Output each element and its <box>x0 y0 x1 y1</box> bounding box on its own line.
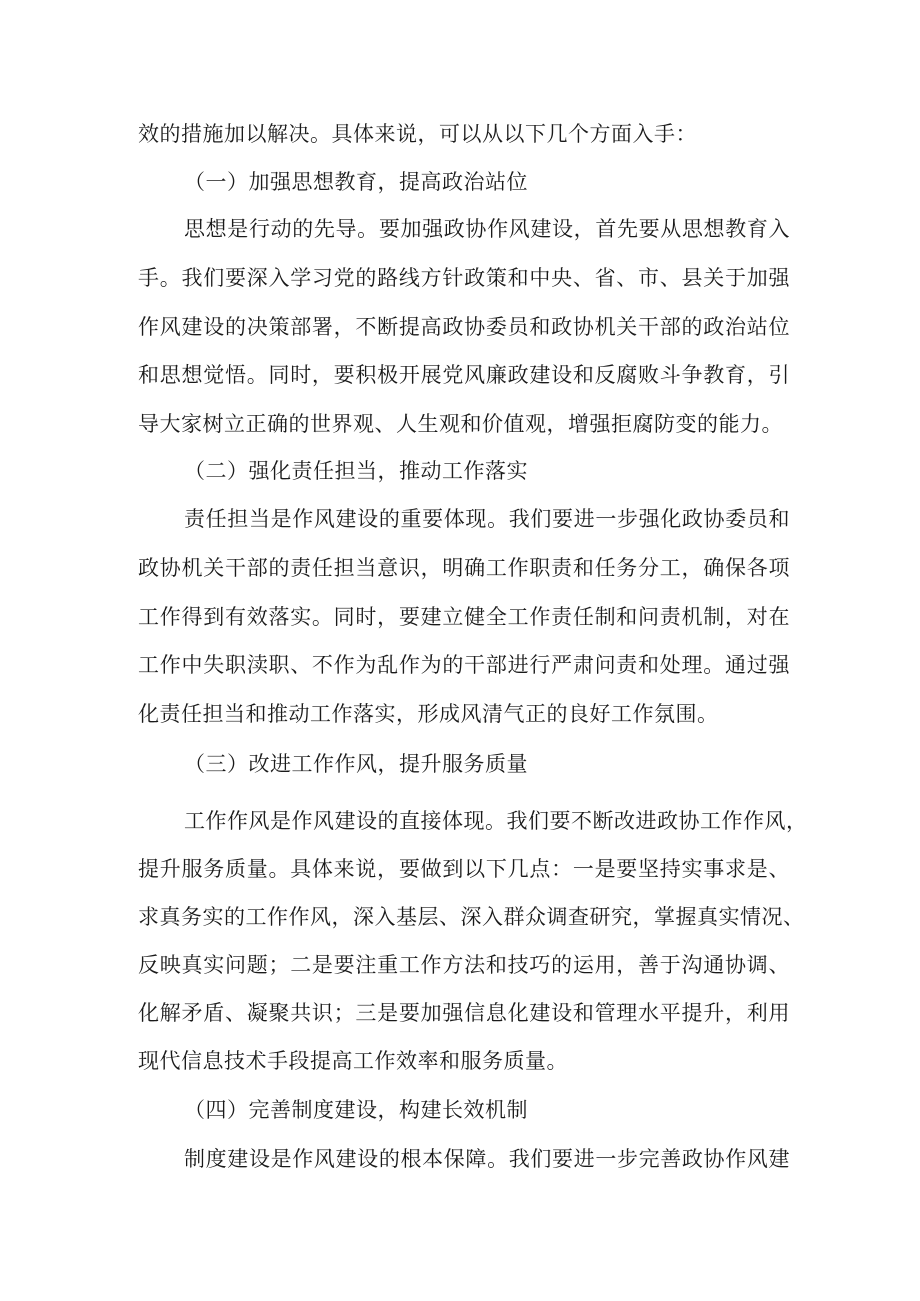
section-1-line-1: 思想是行动的先导。要加强政协作风建设，首先要从思想教育入 <box>184 217 790 241</box>
section-3-line-1: 工作作风是作风建设的直接体现。我们要不断改进政协工作作风， <box>184 809 808 833</box>
section-4-line-1: 制度建设是作风建设的根本保障。我们要进一步完善政协作风建 <box>184 1147 790 1171</box>
section-2-line-4: 工作中失职渎职、不作为乱作为的干部进行严肃问责和处理。通过强 <box>138 653 790 677</box>
section-2-line-3: 工作得到有效落实。同时，要建立健全工作责任制和问责机制，对在 <box>138 605 790 629</box>
section-2-heading: （二）强化责任担当，推动工作落实 <box>184 459 528 483</box>
section-1-line-4: 和思想觉悟。同时，要积极开展党风廉政建设和反腐败斗争教育，引 <box>138 363 790 387</box>
section-2-line-2: 政协机关干部的责任担当意识，明确工作职责和任务分工，确保各项 <box>138 556 790 580</box>
section-3-line-3: 求真务实的工作作风，深入基层、深入群众调查研究，掌握真实情况、 <box>138 905 805 929</box>
section-3-heading: （三）改进工作作风，提升服务质量 <box>184 752 528 776</box>
section-3-line-4: 反映真实问题；二是要注重工作方法和技巧的运用，善于沟通协调、 <box>138 953 790 977</box>
section-2-line-1: 责任担当是作风建设的重要体现。我们要进一步强化政协委员和 <box>184 507 790 531</box>
section-1-line-5: 导大家树立正确的世界观、人生观和价值观，增强拒腐防变的能力。 <box>138 412 783 436</box>
section-4-heading: （四）完善制度建设，构建长效机制 <box>184 1098 528 1122</box>
section-1-line-3: 作风建设的决策部署，不断提高政协委员和政协机关干部的政治站位 <box>138 315 790 339</box>
section-3-line-6: 现代信息技术手段提高工作效率和服务质量。 <box>138 1049 568 1073</box>
section-3-line-5: 化解矛盾、凝聚共识；三是要加强信息化建设和管理水平提升，利用 <box>138 1001 790 1025</box>
section-3-line-2: 提升服务质量。具体来说，要做到以下几点：一是要坚持实事求是、 <box>138 857 790 881</box>
intro-paragraph-line: 效的措施加以解决。具体来说，可以从以下几个方面入手： <box>138 122 697 146</box>
section-2-line-5: 化责任担当和推动工作落实，形成风清气正的良好工作氛围。 <box>138 702 719 726</box>
section-1-heading: （一）加强思想教育，提高政治站位 <box>184 170 528 194</box>
section-1-line-2: 手。我们要深入学习党的路线方针政策和中央、省、市、县关于加强 <box>138 266 790 290</box>
